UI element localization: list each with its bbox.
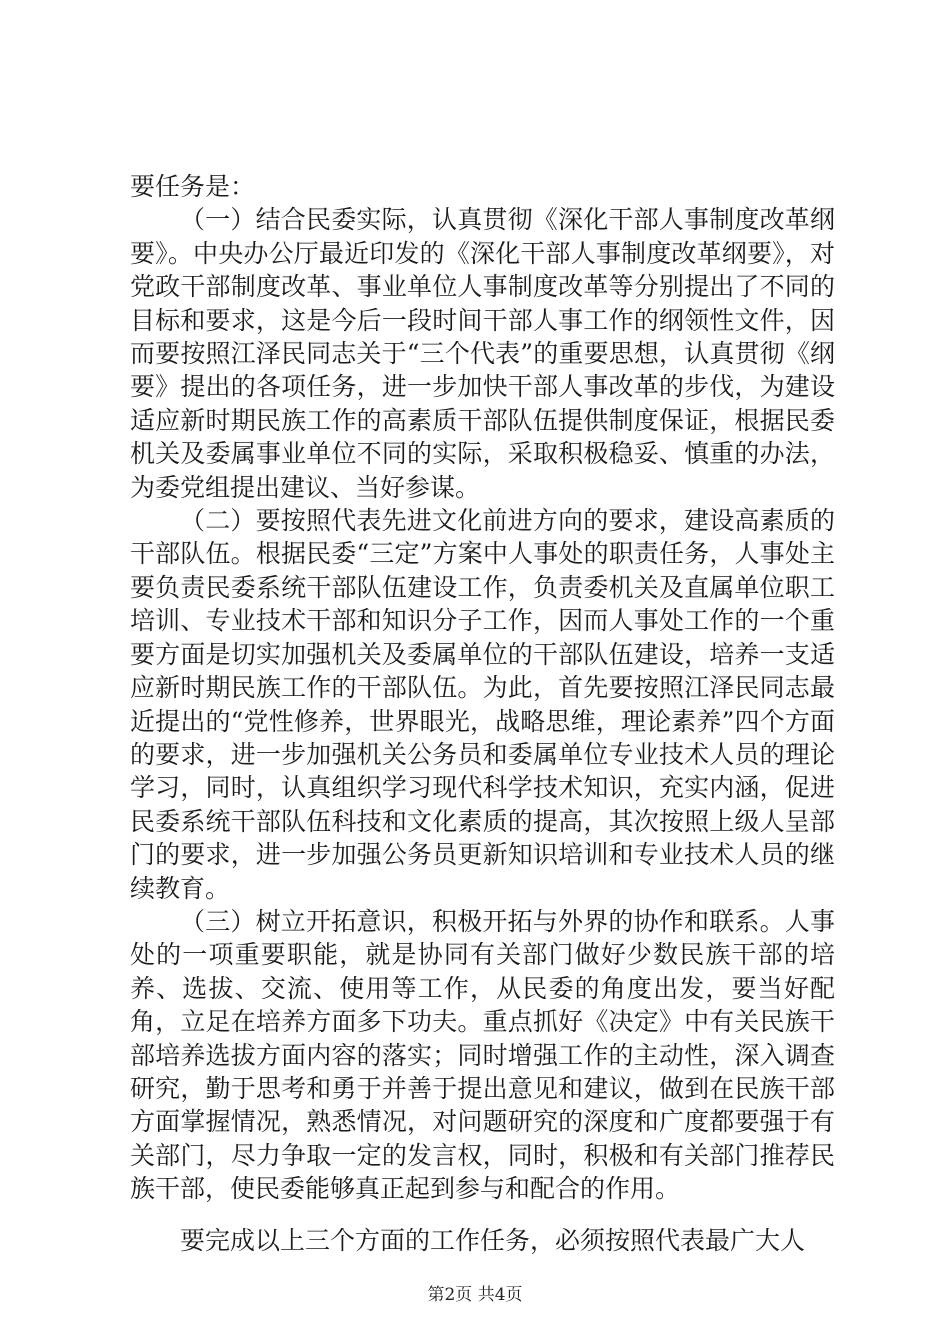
paragraph-section-3: （三）树立开拓意识，积极开拓与外界的协作和联系。人事处的一项重要职能，就是协同有关部门做好少数民族干部的培养、选拔、交流、使用等工作，从民委的角度出发，要当好配角，立足在培养方面多下功夫。重点抓好《决定》中有关民族干部培养选拔方面内容的落实；同时增强工作的主动性，深入调查研究，勤于思考和勇于并善于提出意见和建议，做到在民族干部方面掌握情况，熟悉情况，对问题研究的深度和广度都要强于有关部门，尽力争取一定的发言权，同时，积极和有关部门推荐民族干部，使民委能够真正起到参与和配合的作用。 (130, 906, 835, 1204)
paragraph-section-2: （二）要按照代表先进文化前进方向的要求，建设高素质的干部队伍。根据民委“三定”方案中人事处的职责任务，人事处主要负责民委系统干部队伍建设工作，负责委机关及直属单位职工培训、专业技术干部和知识分子工作，因而人事处工作的一个重要方面是切实加强机关及委属单位的干部队伍建设，培养一支适应新时期民族工作的干部队伍。为此，首先要按照江泽民同志最近提出的“党性修养，世界眼光，战略思维，理论素养”四个方面的要求，进一步加强机关公务员和委属单位专业技术人员的理论学习，同时，认真组织学习现代科学技术知识，充实内涵，促进民委系统干部队伍科技和文化素质的提高，其次按照上级人呈部门的要求，进一步加强公务员更新知识培训和专业技术人员的继续教育。 (130, 506, 835, 903)
paragraph-intro: 要任务是： (130, 172, 256, 201)
paragraph-conclusion: 要完成以上三个方面的工作任务，必须按照代表最广大人 (180, 1225, 806, 1255)
document-body (130, 170, 835, 1257)
page-number-footer: 第2页 共4页 (427, 1285, 523, 1305)
paragraph-section-1: （一）结合民委实际，认真贯彻《深化干部人事制度改革纲要》。中央办公厅最近印发的《深化干部人事制度改革纲要》，对党政干部制度改革、事业单位人事制度改革等分别提出了不同的目标和要求，这是今后一段时间干部人事工作的纲领性文件，因而要按照江泽民同志关于“三个代表”的重要思想，认真贯彻《纲要》提出的各项任务，进一步加快干部人事改革的步伐，为建设适应新时期民族工作的高素质干部队伍提供制度保证，根据民委机关及委属事业单位不同的实际，采取积极稳妥、慎重的办法，为委党组提出建议、当好参谋。 (130, 205, 835, 502)
